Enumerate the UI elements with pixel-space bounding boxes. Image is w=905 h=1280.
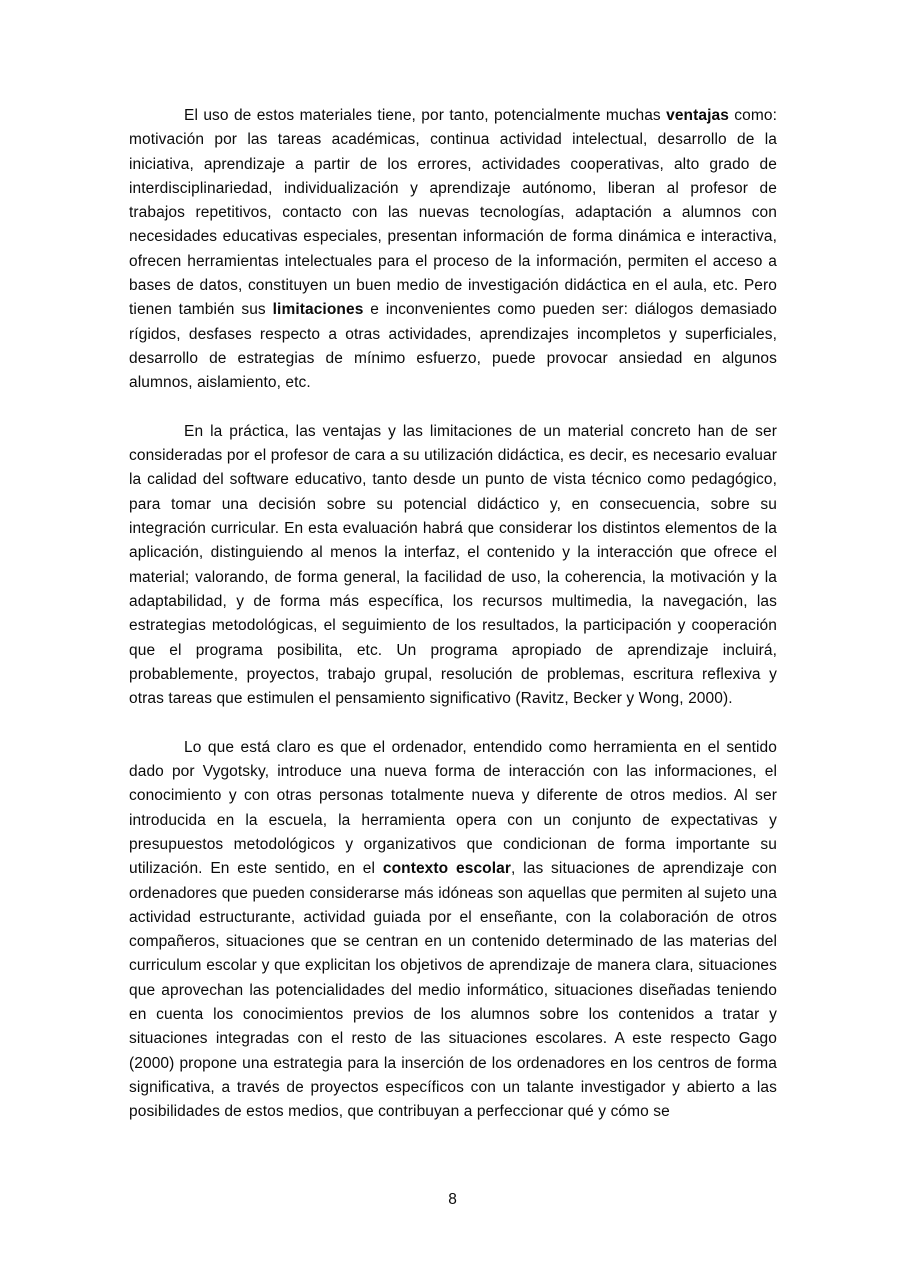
text-run: e inconvenientes como pueden ser: diálogos demasiado rígidos, desfases respecto a otras actividades, aprendizajes incompletos y superficiales, desarrollo de estrategias de mínimo esfuerzo, puede provocar ansiedad en algunos alumnos, aislamiento, etc. — [129, 301, 777, 392]
text-run: Lo que está claro es que el ordenador, entendido como herramienta en el sentido dado por Vygotsky, introduce una nueva forma de interacción con las informaciones, el conocimiento y con otras personas totalmente nueva y diferente de otros medios. Al ser introducida en la escuela, la herramienta opera con un conjunto de expectativas y presupuestos metodológicos y organizativos que condicionan de forma importante su utilización. En este sentido, en el — [129, 738, 777, 878]
page-number: 8 — [448, 1191, 457, 1208]
paragraph — [129, 420, 777, 712]
bold-text-run: limitaciones — [272, 301, 364, 319]
text-run: como: motivación por las tareas académicas, continua actividad intelectual, desarrollo de la iniciativa, aprendizaje a partir de los errores, actividades cooperativas, alto grado de interdisciplinariedad, individualización y aprendizaje autónomo, liberan al profesor de trabajos repetitivos, contacto con las nuevas tecnologías, adaptación a alumnos con necesidades educativas especiales, presentan información de forma dinámica e interactiva, ofrecen herramientas intelectuales para el proceso de la información, permiten el acceso a bases de datos, constituyen un buen medio de investigación didáctica en el aula, etc. Pero tienen también sus — [129, 107, 777, 319]
text-run: El uso de estos materiales tiene, por tanto, potencialmente muchas — [184, 107, 667, 124]
bold-text-run: contexto escolar — [382, 860, 511, 878]
text-run: , las situaciones de aprendizaje con ordenadores que pueden considerarse más idóneas son aquellas que permiten al sujeto una actividad estructurante, actividad guiada por el enseñante, con la colaboración de otros compañeros, situaciones que se centran en un contenido determinado de las materias del curriculum escolar y que explicitan los objetivos de aprendizaje de manera clara, situaciones que aprovechan las potencialidades del medio informático, situaciones diseñadas teniendo en cuenta los conocimientos previos de los alumnos sobre los contenidos a tratar y situaciones integradas con el resto de las situaciones escolares. A este respecto Gago (2000) propone una estrategia para la inserción de los ordenadores en los centros de forma significativa, a través de proyectos específicos con un talante investigador y abierto a las posibilidades de estos medios, que contribuyan a perfeccionar qué y cómo se — [129, 860, 777, 1121]
paragraph — [129, 104, 777, 396]
paragraph — [129, 736, 777, 1125]
body-text — [129, 104, 777, 1124]
text-run: En la práctica, las ventajas y las limitaciones de un material concreto han de ser consideradas por el profesor de cara a su utilización didáctica, es decir, es necesario evaluar la calidad del software educativo, tanto desde un punto de vista técnico como pedagógico, para tomar una decisión sobre su potencial didáctico y, en consecuencia, sobre su integración curricular. En esta evaluación habrá que considerar los distintos elementos de la aplicación, distinguiendo al menos la interfaz, el contenido y la interacción que ofrece el material; valorando, de forma general, la facilidad de uso, la coherencia, la motivación y la adaptabilidad, y de forma más específica, los recursos multimedia, la navegación, las estrategias metodológicas, el seguimiento de los resultados, la participación y cooperación que el programa posibilita, etc. Un programa apropiado de aprendizaje incluirá, probablemente, proyectos, trabajo grupal, resolución de problemas, escritura reflexiva y otras tareas que estimulen el pensamiento significativo (Ravitz, Becker y Wong, 2000). — [129, 422, 777, 708]
bold-text-run: ventajas — [666, 107, 729, 124]
